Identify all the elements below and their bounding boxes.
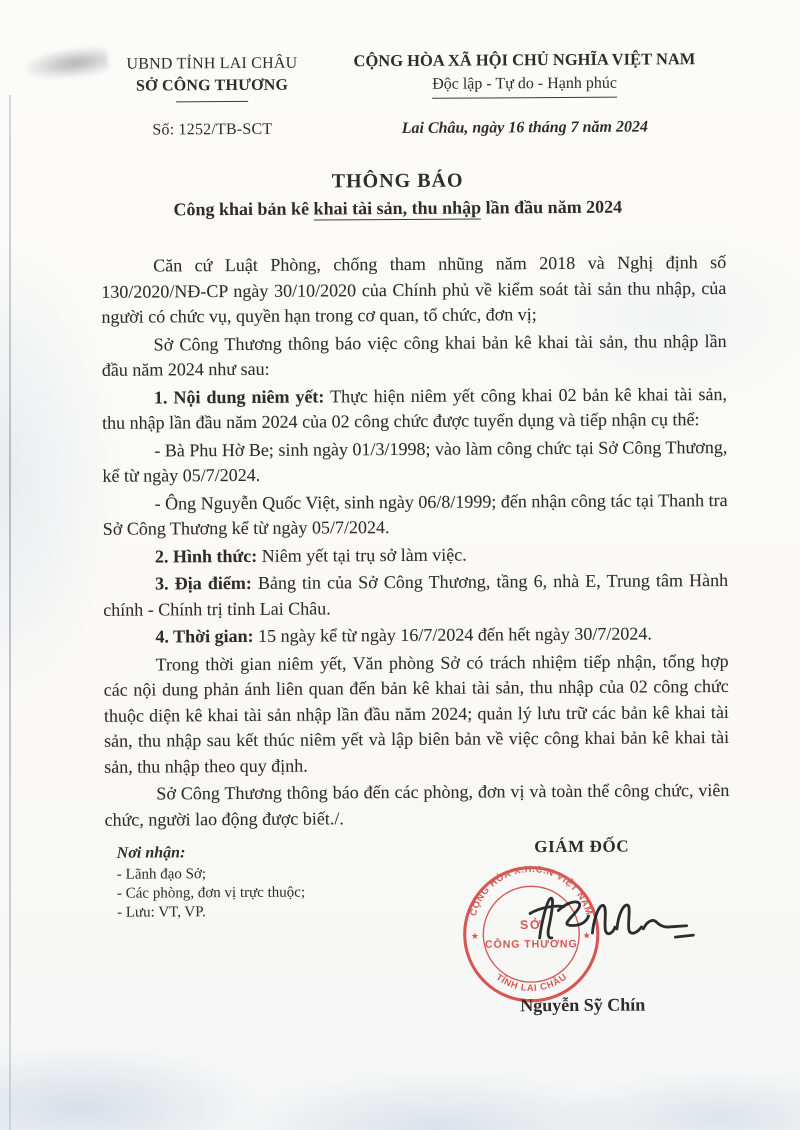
section-heading: 2. Hình thức: xyxy=(154,545,258,566)
paragraph-text: Căn cứ Luật Phòng, chống tham nhũng năm 2018 và Nghị định số 130/2020/NĐ-CP ngày 30/10/2020 của Chính phủ về kiểm soát tài sản thu nhập, của người có chức vụ, quyền hạn trong cơ quan, tổ chức, đơn vị; xyxy=(101,252,727,327)
section-heading: 3. Địa điểm: xyxy=(155,572,252,594)
section-4-content xyxy=(103,621,728,650)
seal-top-text: CỘNG HÒA X.H.C.N VIỆT NAM xyxy=(467,863,595,918)
paragraph-text: Niêm yết tại trụ sở làm việc. xyxy=(257,544,467,566)
title-block xyxy=(0,168,798,222)
seal-center-line1: SỞ xyxy=(519,917,543,932)
paragraph-text: Trong thời gian niêm yết, Văn phòng Sở có trách nhiệm tiếp nhận, tổng hợp các nội dung phản ánh liên quan đến bản kê khai tài sản, thu nhập của 02 công chức thuộc diện kê khai tài sản nhập lần đầu năm 2024; quản lý lưu trữ các bản kê khai tài sản, thu nhập sau kết thúc niêm yết và lập biên bản về việc công khai bản kê khai tài sản, thu nhập theo quy định. xyxy=(103,650,730,777)
document-subtitle xyxy=(0,196,798,222)
seal-bottom-text: TỈNH LAI CHÂU xyxy=(494,971,569,993)
national-title: CỘNG HÒA XÃ HỘI CHỦ NGHĨA VIỆT NAM xyxy=(353,49,696,71)
paragraph-announcement-intro xyxy=(102,329,727,384)
seal-star-right: ★ xyxy=(582,930,591,941)
subtitle-post: lần đầu năm 2024 xyxy=(481,196,623,218)
paragraph-text: Thực hiện niêm yết công khai 02 bản kê khai tài sản, thu nhập lần đầu năm 2024 của 02 công chức được tuyển dụng và tiếp nhận cụ thể: xyxy=(102,383,728,433)
section-2-content xyxy=(103,540,728,569)
signer-role: GIÁM ĐỐC xyxy=(534,836,630,857)
paragraph-closing xyxy=(104,778,729,833)
recipients-label: Nơi nhận: xyxy=(116,844,186,862)
paragraph-text: Sở Công Thương thông báo việc công khai bản kê khai tài sản, thu nhập lần đầu năm 2024 như sau: xyxy=(101,330,727,380)
seal-center-line2: CÔNG THƯƠNG xyxy=(484,938,578,951)
signer-name: Nguyễn Sỹ Chín xyxy=(520,994,646,1016)
document-body xyxy=(101,250,730,835)
section-heading: 1. Nội dung niêm yết: xyxy=(153,385,325,407)
recipients-block xyxy=(117,843,306,923)
person-1-item xyxy=(102,434,727,489)
subtitle-underlined: khai tài sản, thu nhập xyxy=(313,197,482,219)
paragraph-responsibility xyxy=(104,648,730,779)
national-header-block xyxy=(332,48,718,140)
paragraph-text: - Ông Nguyễn Quốc Việt, sinh ngày 06/8/1999; đến nhận công tác tại Thanh tra Sở Công Thương kể từ ngày 05/7/2024. xyxy=(102,489,728,539)
issuing-authority: UBND TỈNH LAI CHÂU xyxy=(126,54,298,73)
paragraph-text: Bảng tin của Sở Công Thương, tầng 6, nhà E, Trung tâm Hành chính - Chính trị tỉnh Lai Châu. xyxy=(103,569,729,620)
issuer-underline-rule xyxy=(176,101,248,102)
section-1-content xyxy=(102,381,727,436)
recipient-item: - Các phòng, đơn vị trực thuộc; xyxy=(116,884,306,902)
paragraph-text: Sở Công Thương thông báo đến các phòng, đơn vị và toàn thể công chức, viên chức, người lao động được biết./. xyxy=(104,779,730,830)
paragraph-legal-basis xyxy=(101,250,726,330)
recipient-item: - Lưu: VT, VP. xyxy=(117,904,206,921)
paragraph-text: - Bà Phu Hờ Be; sinh ngày 01/3/1998; vào làm công chức tại Sở Công Thương, kể từ ngày 05/7/2024. xyxy=(102,436,728,486)
person-2-item xyxy=(103,487,728,542)
recipient-item: - Lãnh đạo Sở; xyxy=(116,866,207,883)
document-title: THÔNG BÁO xyxy=(331,169,464,193)
section-heading: 4. Thời gian: xyxy=(155,625,254,647)
date-place-line: Lai Châu, ngày 16 tháng 7 năm 2024 xyxy=(401,118,649,137)
subtitle-pre: Công khai bản kê xyxy=(173,198,314,220)
issuer-block xyxy=(67,52,358,142)
issuing-department: SỞ CÔNG THƯƠNG xyxy=(135,76,289,95)
document-number: Số: 1252/TB-SCT xyxy=(152,120,273,139)
paragraph-text: 15 ngày kể từ ngày 16/7/2024 đến hết ngày 30/7/2024. xyxy=(253,623,652,646)
section-3-content xyxy=(103,568,728,623)
national-motto: Độc lập - Tự do - Hạnh phúc xyxy=(432,73,617,99)
signature-ink xyxy=(526,884,696,951)
seal-star-left: ★ xyxy=(470,930,479,942)
